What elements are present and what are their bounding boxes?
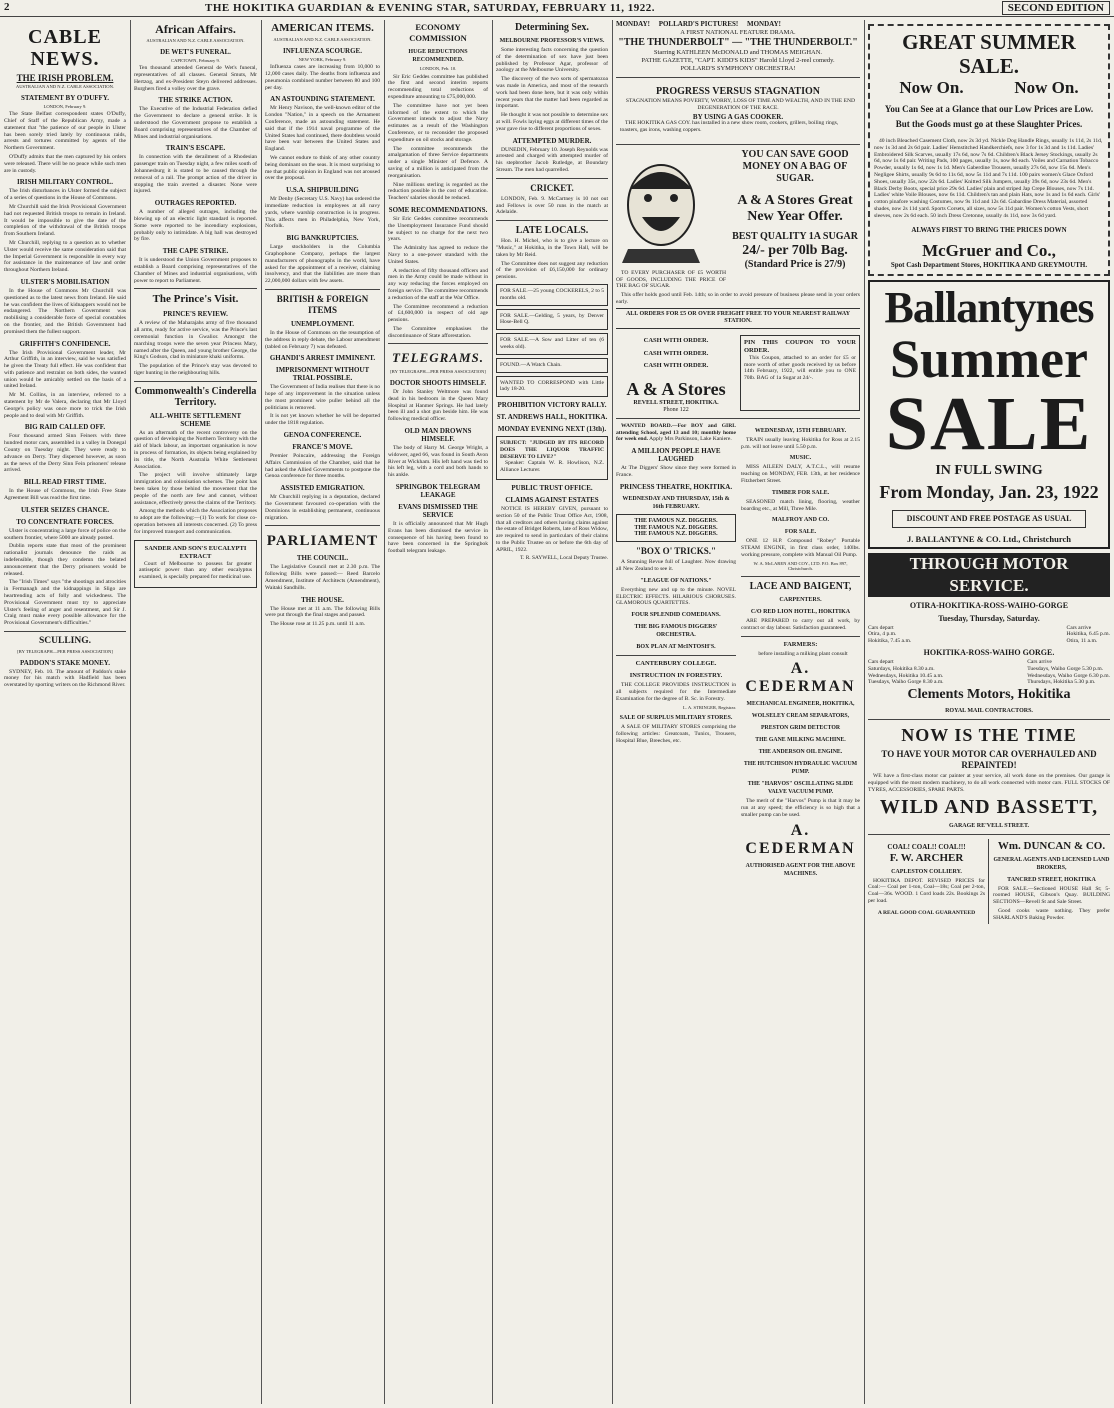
notice-heading: PROHIBITION VICTORY RALLY. bbox=[497, 401, 607, 410]
article-body: Ulster is concentrating a large force of police on the southern frontier, where 5000 are already posted. Dublin reports state that most of the prominent nationalist journals denounce the raids as indefensible, though they condemn the belated announcement that the Derry prisoners would be released. The "Irish Times" says "the shootings and atrocities in Fermanagh and the kidnappings in Sligo are heartrending acts of folly and wickedness. The Provisional Government must try to appreciate Ulster's feeling of anger and resentment, and Sir J. Craig must make every possible allowance for the Provisional Government's difficulties." bbox=[4, 527, 126, 627]
article-body: The House met at 11 a.m. The following Bills were put through the final stages and passed. The House rose at 11.25 p.m. until 11 a.m. bbox=[265, 605, 380, 628]
article-subheading: BIG RAID CALLED OFF. bbox=[24, 423, 106, 432]
article-subheading: DOCTOR SHOOTS HIMSELF. bbox=[389, 379, 487, 388]
dateline: NEW YORK, February 9. bbox=[298, 56, 347, 62]
article-body: It is understood the Union Government proposes to establish a Board comprising representatives of the Chamber of Mines and industrial organisations, with power to report to Parliament. bbox=[134, 257, 257, 284]
article-subheading: ULSTER'S MOBILISATION bbox=[20, 277, 110, 286]
section-heading: African Affairs. bbox=[155, 22, 236, 36]
dateline: LONDON, February 9. bbox=[43, 103, 87, 109]
column-cable-news bbox=[4, 20, 126, 1404]
notice-body: NOTICE IS HEREBY GIVEN, pursuant to section 50 of the Public Trust Office Act, 1908, that all creditors and others having claims against the estate of Bridget Roberts, late of Ross Widow, are required to send in particulars of their claims to the Public Trustee on or before the 6th day of APRIL, 1922. bbox=[496, 506, 608, 553]
section-heading: LATE LOCALS. bbox=[515, 225, 589, 237]
column-display-ads: GREAT SUMMER SALE. Now On. Now On. You Can See at a Glance that our Low Prices are Low. But the Goods must go at these Slaughter Prices. 40 inch Bleached Casement Cloth, now 2s 3d yd. Nickle Dog Handle Rings, usually 1s 11d, 2s 11d, now 1s 3d and 2s 6d pair. Ladies' Hemstitched Handkerchiefs, now 3 for 1s 3d and 1s 11d. Ladies' Embroidered Silk Scarves, usually 17s 6d, now 7s 6d. Children's Black Jersey Stockings, usually 2s 6d, now 1s 6d pair. Writing Pads, 100 pages, usually 1s, now 8d each. Voiles and Carnation Tobacco Powder, usually 1s 6d, now 1s 1d. Men's Gaberdine Trousers, usually 27s 6d, now 15s 6d. Men's Negligee Shirts, usually 9s 6d to 11s 6d, now 5s 11d and 7s 11d. 100 pairs women's Glace Oxford Shoes, usually 35s, now 22s 6d. Ladies' Knitted Silk Jumpers, usually 39s 6d, now 23s 6d. Men's Black Derby Boots, special price 29s 6d. Ladies' plain and striped Jap Crepe Blouses, now 7s 11d. Ladies' white Voile Blouses, now 6s 11d. Children's tan and plain Hats, now 1s and 1s 6d each. Girls' cotton pinafore washing Costumes, now 9s 11d and 12s 6d. Gabardine Dress Material, assorted shades, now 2s 11d yard. Sports Corsets, all sizes, now 5s 11d pair. Women's cotton Vests, short sleeves, now 2s 6d each. 50 inch Dress Cretonne, usually 4s 11d, now 3s 6d yard. ALWAYS FIRST TO BRING THE PRICES DOWN McGruer and Co., Spot Cash Department Stores, HOKITIKA AND GREYMOUTH. Ballantynes Summer SALE IN FULL SWING From Monday, Jan. 23, 1922 DISCOUNT AND FREE POSTAGE AS USUAL J. BALLANTYNE & CO. Ltd., Christchurch THROUGH MOTOR SERVICE. OTIRA-HOKITIKA-ROSS-WAIHO-GORGE Tuesday, Thursday, Saturday. Cars depart Otira, 4 p.m. Hokitika, 7.45 a.m. Cars arrive Hokitika, 6.45 p.m. Otira, 11 a.m. HOKITIKA-ROSS-WAIHO GORGE. Cars depart Saturdays, Hokitika 8.30 a.m. Wednesdays, Hokitika 10.45 a.m. Tuesdays, Waiho Gorge 8.30 a.m. Cars arrive Tuesdays, Waiho Gorge 5.30 p.m. Wednesdays, Waiho Gorge 6.30 p.m. Thursdays, Hokitika 5.30 p.m. Clements Motors, Hokitika ROYAL MAIL CONTRACTORS. NOW IS THE TIME TO HAVE YOUR MOTOR CAR OVERHAULED AND REPAINTED! WE have a first-class motor car painter at your service, all work done on the premises. Our garage is equipped with the most modern machinery, to do all work connected with motor cars. FULL STOCKS OF TYRES, ACCESSORIES, SPARE PARTS. WILD AND BASSETT, GARAGE RE'VELL STREET. COAL! COAL!! COAL!!! F. W. ARCHER CAPLESTON COLLIERY. HOKITIKA DEPOT. REVISED PRICES for Coal:— Coal per 1-ton, Coal—18s; Coal per 2-ton, Coal—36s. WOOD. 1 Cord loads 22s. Bookings 2s per load. A REAL GOOD COAL GUARANTEED Wm. DUNCAN & CO. GENERAL AGENTS AND LICENSED LAND BROKERS, TANCRED STREET, HOKITIKA FOR SALE.—Sectioned HOUSE Hall St; 5-roomed HOUSE, Gibson's Quay. BUILDING SECTIONS—Revell St and Sale Street. Good cooks waste nothing. They prefer SHARLAND'S Baking Powder. bbox=[868, 20, 1110, 1404]
notice-subject: SUBJECT: "JUDGED BY ITS RECORD DOES THE LIQUOR TRAFFIC DESERVE TO LIVE?" Speaker: Captain W. R. Howlison, N.Z. Alliance Lecturer. bbox=[496, 436, 608, 480]
article-body: The Executive of the Industrial Federation defied the Government to declare a general strike. It is understood the Government propose to establish a Board comprising representatives of the Chamber of Mines and industrial organisations. bbox=[134, 106, 257, 140]
wire-credit: AUSTRALIAN AND N.Z. CABLE ASSOCIATION. bbox=[146, 38, 245, 43]
column-rule bbox=[130, 20, 131, 1404]
great-summer-sale-ad: GREAT SUMMER SALE. Now On. Now On. You Can See at a Glance that our Low Prices are Low. But the Goods must go at these Slaughter Prices. 40 inch Bleached Casement Cloth, now 2s 3d yd. Nickle Dog Handle Rings, usually 1s 11d, 2s 11d, now 1s 3d and 2s 6d pair. Ladies' Hemstitched Handkerchiefs, now 3 for 1s 3d and 1s 11d. Ladies' Embroidered Silk Scarves, usually 17s 6d, now 7s 6d. Children's Black Jersey Stockings, usually 2s 6d, now 1s 6d pair. Writing Pads, 100 pages, usually 1s, now 8d each. Voiles and Carnation Tobacco Powder, usually 1s 6d, now 1s 1d. Men's Gaberdine Trousers, usually 27s 6d, now 15s 6d. Men's Negligee Shirts, usually 9s 6d to 11s 6d, now 5s 11d and 7s 11d. 100 pairs women's Glace Oxford Shoes, usually 35s, now 22s 6d. Ladies' Knitted Silk Jumpers, usually 39s 6d, now 23s 6d. Men's Black Derby Boots, special price 29s 6d. Ladies' plain and striped Jap Crepe Blouses, now 7s 11d. Ladies' white Voile Blouses, now 6s 11d. Children's tan and plain Hats, now 1s and 1s 6d each. Girls' cotton pinafore washing Costumes, now 9s 11d and 12s 6d. Gabardine Dress Material, assorted shades, now 2s 11d yard. Sports Corsets, all sizes, now 5s 11d pair. Women's cotton Vests, short sleeves, now 2s 6d each. 50 inch Dress Cretonne, usually 4s 11d, now 3s 6d yard. ALWAYS FIRST TO BRING THE PRICES DOWN McGruer and Co., Spot Cash Department Stores, HOKITIKA AND GREYMOUTH. bbox=[868, 24, 1110, 276]
article-subheading: DE WET'S FUNERAL. bbox=[160, 47, 231, 56]
column-determining-sex bbox=[496, 20, 608, 1404]
article-subheading: ASSISTED EMIGRATION. bbox=[280, 484, 365, 493]
page-number: 2 bbox=[4, 1, 10, 13]
article-body: SYDNEY, Feb. 10. The amount of Paddon's stake money for his match with Hadfield has been overstated by sporting writers on the Richmond River. bbox=[4, 668, 126, 689]
article-body: Mr Denby (Secretary U.S. Navy) has ordered the immediate reduction in employees at all navy yards, where warship construction is in progress. This affects men in Philadelphia, New York, Norfolk. bbox=[265, 196, 380, 230]
article-subheading: THE STRIKE ACTION. bbox=[158, 96, 233, 105]
left-ads: WANTED BOARD.—For BOY and GIRL attending School, aged 13 and 10; monthly home for week end. Apply Mrs Parkinson, Lake Kaniere. A MILLION PEOPLE HAVE LAUGHED At The Diggers' Show since they were formed in France. PRINCESS THEATRE, HOKITIKA. WEDNESDAY AND THURSDAY, 15th & 16th FEBRUARY. THE FAMOUS N.Z. DIGGERS. THE FAMOUS N.Z. DIGGERS. THE FAMOUS N.Z. DIGGERS. "BOX O' TRICKS." A Stunning Revue full of Laughter. Now drawing all New Zealand to see it. "LEAGUE OF NATIONS." Everything new and up to the minute. NOVEL ELECTRIC EFFECTS. HILARIOUS CHORUSES. GLAMOROUS QUARTETTES. FOUR SPLENDID COMEDIANS. THE BIG FAMOUS DIGGERS' ORCHESTRA. BOX PLAN AT McINTOSH'S. CANTERBURY COLLEGE. INSTRUCTION IN FORESTRY. THE COLLEGE PROVIDES INSTRUCTION in all subjects required for the Intermediate Examination for the degree of B. Sc. in Forestry. L. A. STRINGER, Registrar. SALE OF SURPLUS MILITARY STORES. A SALE OF MILITARY STORES comprising the following articles: Greatcoats, Tunics, Trousers, Hospital Blue, Breeches, etc. bbox=[616, 422, 736, 744]
article-body: Mr Henry Navison, the well-known editor of the London "Nation," in a speech on the Armament Conference, made an astounding statement. He said that if the 1914 naval programme of the United States had continued, there doubtless would have been war between the United States and England. We cannot endure to think of any other country being dominant on the seas. It is most surprising to me that public opinion in England was not aroused over the proposal. bbox=[265, 105, 380, 182]
article-body: A number of alleged outrages, including the blowing up of an electric light standard is reported. Some were reported to be incendiary explosions, probably only to intimidate. A big hall was destroyed by fire. bbox=[134, 209, 257, 243]
article-subheading: STATEMENT BY O'DUFFY. bbox=[21, 93, 109, 102]
article-subheading: THE HOUSE. bbox=[301, 595, 344, 604]
sugar-ad: TO EVERY PURCHASER OF £5 WORTH OF GOODS, INCLUDING THE PRICE OF THE BAG OF SUGAR. YOU CAN SAVE GOOD MONEY ON A BAG OF SUGAR. A & A Stores Great New Year Offer. BEST QUALITY 1A SUGAR 24/- per 70lb Bag. (Standard Price is 27/9) bbox=[616, 148, 858, 290]
article-body: Mr Churchill replying in a deputation, declared the Government favoured co-operation with the Dominions in establishing permanent, continuous migration. bbox=[265, 494, 380, 521]
wild-bassett-name: WILD AND BASSETT, bbox=[879, 795, 1099, 818]
wire-credit: [BY TELEGRAPH—PER PRESS ASSOCIATION] bbox=[17, 649, 113, 654]
article-body: Premier Poincaire, addressing the Foreign Affairs Commission of the Chamber, said that he had asked the Allied Governments to postpone the Genoa conference for three months. bbox=[265, 453, 380, 480]
column-rule bbox=[864, 20, 865, 1404]
notice-heading: CLAIMS AGAINST ESTATES bbox=[505, 496, 599, 505]
dateline: LONDON, Feb. 10. bbox=[419, 66, 457, 71]
article-subheading: BIG BANKRUPTCIES. bbox=[286, 234, 359, 243]
article-body: Some interesting facts concerning the question of the determination of sex have just been published by Professor Agar, professor of zoology at the Melbourne University. The discovery of the two sorts of spermatozoa was made in America, and most of the research work had been done here, but it was only within recent years that the matter had been regarded as important. He thought it was not possible to determine sex at will. Fowls laying eggs at different times of the year gave rise to different proportions of sexes. bbox=[496, 47, 608, 132]
clements-motors-name: Clements Motors, Hokitika bbox=[907, 687, 1071, 703]
mcgruer-name: McGruer and Co., bbox=[922, 240, 1056, 260]
article-subheading: OLD MAN DROWNS HIMSELF. bbox=[404, 427, 472, 444]
section-heading: SCULLING. bbox=[39, 636, 91, 646]
article-body: A review of the Maharajahs army of five thousand all arms, ready for active service, was the Prince's last ceremonial function in Gwalior. Amongst the marching troops were the seven year Princess Mary, named after the Queen, and young brother George, the King's Godson, clad in miniature khaki uniforms. The population of the Prince's stay was devoted to tiger hunting in the neighbouring hills. bbox=[134, 320, 257, 376]
section-heading: BRITISH & FOREIGN ITEMS bbox=[276, 293, 369, 315]
wire-credit: AUSTRALIAN AND N.Z. CABLE ASSOCIATION. bbox=[15, 84, 115, 89]
article-body: The Government of India realises that there is no hope of any improvement in the situation unless the most prominent wire puller behind all the politicians is removed. It is not yet known whether he will be deported under the 1818 regulation. bbox=[265, 384, 380, 427]
classified-ad: WANTED TO CORRESPOND with Little lady 18-20. bbox=[496, 376, 608, 398]
eucalypti-advert: SANDER AND SON'S EUCALYPTI EXTRACT Court of Melbourne to possess far greater antiseptic power than any other eucalyptus examined, is specially prepared for medicinal use. bbox=[134, 540, 257, 588]
article-subheading: BILL READ FIRST TIME. bbox=[23, 478, 107, 487]
article-body: Hon. H. Michel, who is to give a lecture on "Music," at Hokitika, in the Town Hall, will be taken by Mr Reid. The Committee does not suggest any reduction of the provision of £6,150,000 for ordinary pensions. bbox=[496, 238, 608, 281]
article-body: In the House of Commons Mr Churchill was questioned as to the latest news from Ireland. He said he was confident the lives of kidnappers would not be endangered. The Northern Government was mobilising a considerable force of special constables on the frontier, and the British Government had promised them the fullest support. bbox=[4, 287, 126, 335]
article-body: Sir Eric Geddes committee recommends the Unemployment Insurance Fund should be subject to no charge for the next two years. The Admiralty has agreed to reduce the Navy to a one-power standard with the United States. A reduction of fifty thousand officers and men in the Army could be made without in any way reducing the forces employed on foreign service. The committee recommends a reduction of the staff at the War Office. The Committee recommend a reduction of £4,600,000 in respect of old age pensions. The Committee emphasises the discontinuance of State afforestation. bbox=[388, 215, 488, 339]
article-body: Ten thousand attended General de Wet's funeral, representatives of all classes. General Smuts, Mr Hertzog, and ex-President Steyn delivered addresses. Burghers fired a volley over the grave. bbox=[134, 65, 257, 92]
article-body: Four thousand armed Sinn Feiners with three hundred motor cars, assembled in a valley in Donegal County on Tuesday night. They were ready to advance on Derry. They dispersed however, as soon as the news of the Derry Sinn Fein prisoners' release arrived. bbox=[4, 433, 126, 474]
article-subheading: TO CONCENTRATE FORCES. bbox=[16, 517, 114, 526]
article-body: DUNEDIN, February 10. Joseph Reynolds was arrested and charged with attempted murder of his stepbrother Jacob Rutledge, at Boundary Stream. The men had quarrelled. bbox=[496, 146, 608, 173]
article-subheading: PRINCE'S REVIEW. bbox=[163, 310, 228, 319]
article-subheading: GENOA CONFERENCE. bbox=[283, 431, 362, 440]
classified-ad: FOR SALE.—25 young COCKERELS, 2 to 5 months old. bbox=[496, 284, 608, 306]
article-subheading: GRIFFITH'S CONFIDENCE. bbox=[19, 339, 111, 348]
column-african-affairs bbox=[134, 20, 257, 1404]
article-body: LONDON, Feb. 9. McCartney is 10 not out and Fellows is over 50 runs in the match at Adelaide. bbox=[496, 195, 608, 216]
article-subheading: AN ASTOUNDING STATEMENT. bbox=[270, 95, 375, 104]
ballantynes-sale-ad: Ballantynes Summer SALE IN FULL SWING From Monday, Jan. 23, 1922 DISCOUNT AND FREE POSTAGE AS USUAL J. BALLANTYNE & CO. Ltd., Christchurch bbox=[868, 280, 1110, 549]
article-subheading: EVANS DISMISSED THE SERVICE bbox=[398, 503, 478, 520]
section-heading: Commonwealth's Cinderella Territory. bbox=[134, 385, 257, 408]
right-ads: WEDNESDAY, 15TH FEBRUARY. TRAIN usually leaving Hokitika for Ross at 2.15 p.m. will not leave until 5.50 p.m. MUSIC. MISS AILEEN DALY, A.T.C.L., will resume teaching on MONDAY, FEB. 13th, at her residence Fitzherbert Street. TIMBER FOR SALE. SEASONED match lining, flooring, weather boarding etc., at Mill, Three Mile. MALFROY AND CO. FOR SALE. ONE 12 H.P. Compound "Robey" Portable STEAM ENGINE, in first class order, 140lbs. working pressure, complete with Manual Oil Pump. W. A. McLAREN AND COY., LTD. P.O. Box 897, Christchurch. LACE AND BAIGENT, CARPENTERS. C/O RED LION HOTEL, HOKITIKA ARE PREPARED to carry out all work, by contract or day labour. Satisfaction guaranteed. FARMERS: before installing a milking plant consult A. CEDERMAN MECHANICAL ENGINEER, HOKITIKA, WOLSELEY CREAM SEPARATORS, PRESTON GRIM DETECTOR THE GANE MILKING MACHINE. THE ANDERSON OIL ENGINE. THE HUTCHISON HYDRAULIC VACUUM PUMP. THE "HARVOS" OSCILLATING SLIDE VALVE VACUUM PUMP. The merit of the "Harvos" Pump is that it may be run at any speed; the efficiency is so high that a smaller pump can be used. A. CEDERMAN AUTHORISED AGENT FOR THE ABOVE MACHINES. bbox=[741, 427, 860, 877]
coupon-box: PIN THIS COUPON TO YOUR ORDER. This Coupon, attached to an order for £5 or more worth of other goods received by us before 14th February, 1922, will entitle you to ONE 70lb. BAG of 1a Sugar at 24/-. bbox=[740, 335, 860, 411]
article-subheading: GHANDI'S ARREST IMMINENT. bbox=[269, 354, 376, 363]
notice-heading: MONDAY EVENING NEXT (13th). bbox=[497, 425, 607, 434]
section-heading: CRICKET. bbox=[530, 182, 574, 193]
dateline: CAPETOWN, February 9. bbox=[171, 57, 220, 63]
pollards-ad: A FIRST NATIONAL FEATURE DRAMA. "THE THUNDERBOLT" — "THE THUNDERBOLT." Starring KATHLEEN McDONALD and THOMAS MEIGHAN. PATHE GAZETTE, "CAPT. KIDD'S KIDS" Harold Lloyd 2-reel comedy. POLLARD'S SYMPHONY ORCHESTRA! bbox=[618, 29, 858, 72]
article-subheading: HUGE REDUCTIONS RECOMMENDED. bbox=[408, 49, 468, 63]
section-heading: CABLE NEWS. bbox=[28, 26, 102, 70]
article-body: Sir Eric Geddes committee has published the first and second interim reports recommending total reductions of expenditure amounting to £75,000,000. The committee have not yet been informed of the extent to which the Government intends to adjust the Navy estimates as a result of the Washington Conference, or to reconsider the proposed expenditure on oil stocks and storage. The committee recommends the amalgamation of three Service departments under a single Minister of Defence. A saving of a million is anticipated from the reorganisation. Nine millions sterling is regarded as the reduction possible in the cost of education. Teachers' salaries should be reduced. bbox=[388, 73, 488, 202]
notice-heading: PUBLIC TRUST OFFICE. bbox=[511, 484, 593, 493]
column-rule bbox=[261, 20, 262, 1404]
article-subheading: THE CAPE STRIKE. bbox=[162, 247, 229, 256]
article-subheading: ALL-WHITE SETTLEMENT SCHEME bbox=[149, 411, 242, 428]
edition-badge: SECOND EDITION bbox=[1002, 1, 1110, 15]
article-subheading: UNEMPLOYMENT. bbox=[290, 319, 355, 328]
article-body: In the House of Commons, the Irish Free State Agreement Bill was read the first time. bbox=[4, 488, 126, 502]
section-heading: The Prince's Visit. bbox=[152, 293, 239, 306]
article-subheading: INFLUENZA SCOURGE. bbox=[283, 46, 362, 55]
article-body: As an aftermath of the recent controversy on the question of developing the Northern Territory with the aid of black labour, an important organisation is now in process of formation, its objects being explained by its title, the North Australia White Settlement Association. The project will involve ultimately large immigration and colonisation schemes. The point has been taken by those behind the movement that the people of the north are few and cannot, without assistance, effectively press the claims of the Territory. Among the methods which the Association proposes to adopt are the following:—(1) To work for close co-operation between all interests concerned. (2) To press for improved transport and communication. bbox=[134, 429, 257, 535]
column-advertisements: MONDAY! POLLARD'S PICTURES! MONDAY! A FIRST NATIONAL FEATURE DRAMA. "THE THUNDERBOLT" — "THE THUNDERBOLT." Starring KATHLEEN McDONALD and THOMAS MEIGHAN. PATHE GAZETTE, "CAPT. KIDD'S KIDS" Harold Lloyd 2-reel comedy. POLLARD'S SYMPHONY ORCHESTRA! PROGRESS VERSUS STAGNATION STAGNATION MEANS POVERTY, WORRY, LOSS OF TIME AND WEALTH, AND IN THE END DEGENERATION OF THE RACE. BY USING A GAS COOKER. THE HOKITIKA GAS COY. has installed in a new show room, cookers, grillers, boiling rings, toasters, gas irons, washing coppers. TO EVERY PURCHASER OF £5 WORTH OF GOODS, INCLUDING THE PRICE OF THE BAG OF SUGAR. YOU CAN SAVE GOOD MONEY ON A BAG OF SUGAR. A & A Stores Great New Year Offer. BEST QUALITY 1A SUGAR 24/- per 70lb Bag. (Standard Price is 27/9) This offer holds good until Feb. 14th; so in order to avoid pressure of business please send in your orders early. ALL ORDERS FOR £5 OR OVER FREIGHT FREE TO YOUR NEAREST RAILWAY STATION. CASH WITH ORDER. CASH WITH ORDER. CASH WITH ORDER. A & A Stores REVELL STREET, HOKITIKA. Phone 122 PIN THIS COUPON TO YOUR ORDER. This Coupon, attached to an order for £5 or more worth of other goods received by us before 14th February, 1922, will entitle you to ONE 70lb. BAG of 1a Sugar at 24/-. WANTED BOARD.—For BOY and GIRL attending School, aged 13 and 10; monthly home for week end. Apply Mrs Parkinson, Lake Kaniere. A MILLION PEOPLE HAVE LAUGHED At The Diggers' Show since they were formed in France. PRINCESS THEATRE, HOKITIKA. WEDNESDAY AND THURSDAY, 15th & 16th FEBRUARY. THE FAMOUS N.Z. DIGGERS. THE FAMOUS N.Z. DIGGERS. THE FAMOUS N.Z. DIGGERS. "BOX O' TRICKS." A Stunning Revue full of Laughter. Now drawing all New Zealand to see it. "LEAGUE OF NATIONS." Everything new and up to the minute. NOVEL ELECTRIC EFFECTS. HILARIOUS CHORUSES. GLAMOROUS QUARTETTES. FOUR SPLENDID COMEDIANS. THE BIG FAMOUS DIGGERS' ORCHESTRA. BOX PLAN AT McINTOSH'S. CANTERBURY COLLEGE. INSTRUCTION IN FORESTRY. THE COLLEGE PROVIDES INSTRUCTION in all subjects required for the Intermediate Examination for the degree of B. Sc. in Forestry. L. A. STRINGER, Registrar. SALE OF SURPLUS MILITARY STORES. A SALE OF MILITARY STORES comprising the following articles: Greatcoats, Tunics, Trousers, Hospital Blue, Breeches, etc. WEDNESDAY, 15TH FEBRUARY. TRAIN usually leaving Hokitika for Ross at 2.15 p.m. will not leave until 5.50 p.m. MUSIC. MISS AILEEN DALY, A.T.C.L., will resume teaching on MONDAY, FEB. 13th, at her residence Fitzherbert Street. TIMBER FOR SALE. SEASONED match lining, flooring, weather boarding etc., at Mill, Three Mile. MALFROY AND CO. FOR SALE. ONE 12 H.P. Compound "Robey" Portable STEAM ENGINE, in first class order, 140lbs. working pressure, complete with Manual Oil Pump. W. A. McLAREN AND COY., LTD. P.O. Box 897, Christchurch. LACE AND BAIGENT, CARPENTERS. C/O RED LION HOTEL, HOKITIKA ARE PREPARED to carry out all work, by contract or day labour. Satisfaction guaranteed. FARMERS: before installing a milking plant consult A. CEDERMAN MECHANICAL ENGINEER, HOKITIKA, WOLSELEY CREAM SEPARATORS, PRESTON GRIM DETECTOR THE GANE MILKING MACHINE. THE ANDERSON OIL ENGINE. THE HUTCHISON HYDRAULIC VACUUM PUMP. THE "HARVOS" OSCILLATING SLIDE VALVE VACUUM PUMP. The merit of the "Harvos" Pump is that it may be run at any speed; the efficiency is so high that a smaller pump can be used. A. CEDERMAN AUTHORISED AGENT FOR THE ABOVE MACHINES. bbox=[616, 20, 860, 1404]
aa-stores-coupon: CASH WITH ORDER. CASH WITH ORDER. CASH WITH ORDER. A & A Stores REVELL STREET, HOKITIKA. Phone 122 PIN THIS COUPON TO YOUR ORDER. This Coupon, attached to an order for £5 or more worth of other goods received by us before 14th February, 1922, will entitle you to ONE 70lb. BAG of 1a Sugar at 24/-. bbox=[616, 332, 860, 414]
section-heading: TELEGRAMS. bbox=[392, 350, 484, 366]
article-body: The Irish Provisional Government leader, Mr Arthur Griffith, in an interview, said he was satisfied he given the Treaty full effect. He was confident that with patience and restraint on both sides, the wanted union would be amicably settled on the basis of a united Ireland. Mr M. Collins, in an interview, referred to a statement by Mr de Valera, declaring that Mr Lloyd George's policy was once more to trick the Irish people and to deal with Mr Griffith. bbox=[4, 349, 126, 419]
newspaper-title: THE HOKITIKA GUARDIAN & EVENING STAR, SATURDAY, FEBRUARY 11, 1922. bbox=[205, 2, 655, 14]
section-heading: PARLIAMENT bbox=[266, 533, 379, 550]
article-body: Dr John Stanley Weltmore was found dead in his bedroom in the Queen Mary Hospital at Hanmer Springs. He had lately been ill and a shot gun beside him. He was following medical officer. bbox=[388, 389, 488, 423]
duncan-ad: Wm. DUNCAN & CO. GENERAL AGENTS AND LICENSED LAND BROKERS, TANCRED STREET, HOKITIKA FOR SALE.—Sectioned HOUSE Hall St; 5-roomed HOUSE, Gibson's Quay. BUILDING SECTIONS—Revell St and Sale Street. Good cooks waste nothing. They prefer SHARLAND'S Baking Powder. bbox=[993, 839, 1110, 921]
article-subheading: ATTEMPTED MURDER. bbox=[512, 136, 592, 145]
cederman-title: A. CEDERMAN bbox=[745, 821, 856, 857]
section-heading: AMERICAN ITEMS. bbox=[271, 22, 374, 34]
article-subheading: U.S.A. SHIPBUILDING bbox=[286, 186, 359, 195]
article-body: Large stockholders in the Columbia Graphophone Company, perhaps the largest manufacturers of phonographs in the world, have asked for the appointment of a receiver, claiming insolvency, and that the liabilities are more than 22,000,000 dollars with few assets. bbox=[265, 244, 380, 285]
article-body: The State Belfast correspondent states O'Duffy, Chief of Staff of the Republican Army, made a statement that "the patience of our people in Ulster has been sorely tried lately by continuous raids, arrests and tortures committed by agents of the Northern Government. O'Duffy admits that the men captured by his orders were released. There will be no peace while such men are in custody. bbox=[4, 111, 126, 174]
section-heading: Determining Sex. bbox=[515, 22, 589, 33]
pollards-banner: MONDAY! POLLARD'S PICTURES! MONDAY! bbox=[616, 20, 781, 28]
article-heading: THE IRISH PROBLEM. bbox=[16, 73, 114, 83]
article-subheading: SPRINGBOK TELEGRAM LEAKAGE bbox=[395, 483, 481, 500]
column-rule bbox=[492, 20, 493, 1404]
article-body: In connection with the derailment of a Rhodesian passenger train on Tuesday night, a few miles south of Johannesburg it is stated to be caused through the removal of a rail. The prompt action of the driver in stopping the train averted a disaster. None were injured. bbox=[134, 154, 257, 195]
article-body: It is officially announced that Mr Hugh Evans has been dismissed the service in consequence of his having been found to have been concerned in the Springbok football telegram leakage. bbox=[388, 521, 488, 555]
cederman-title: A. CEDERMAN bbox=[745, 660, 856, 696]
motor-service-heading: THROUGH MOTOR SERVICE. bbox=[868, 553, 1110, 597]
article-subheading: OUTRAGES REPORTED. bbox=[154, 199, 237, 208]
article-subheading: PADDON'S STAKE MONEY. bbox=[20, 658, 110, 667]
section-heading: ECONOMY COMMISSION bbox=[409, 22, 467, 43]
article-subheading: ULSTER SEIZES CHANCE. bbox=[20, 505, 110, 514]
article-subheading: THE COUNCIL. bbox=[296, 554, 349, 563]
column-rule bbox=[612, 20, 613, 1404]
wire-credit: AUSTRALIAN AND N.Z. CABLE ASSOCIATION. bbox=[273, 37, 372, 42]
article-body: Influenza cases are increasing from 10,000 to 12,000 cases daily. The deaths from influenza and pneumonia combined number between 80 and 100 per day. bbox=[265, 64, 380, 91]
article-subheading: TRAIN'S ESCAPE. bbox=[165, 144, 226, 153]
column-economy-commission: ECONOMY COMMISSION HUGE REDUCTIONS RECOMMENDED. LONDON, Feb. 10. Sir Eric Geddes committee has published the first and second interim reports recommending total reductions of expenditure amounting to £75,000,000. The committee have not yet been informed of the extent to which the Government intends to adjust the Navy estimates as a result of the Washington Conference, or to reconsider the proposed expenditure on oil stocks and storage. The committee recommends the amalgamation of three Service departments under a single Minister of Defence. A saving of a million is anticipated from the reorganisation. Nine millions sterling is regarded as the reduction possible in the cost of education. Teachers' salaries should be reduced. SOME RECOMMENDATIONS. Sir Eric Geddes committee recommends the Unemployment Insurance Fund should be subject to no charge for the next two years. The Admiralty has agreed to reduce the Navy to a one-power standard with the United States. A reduction of fifty thousand officers and men in the Army could be made without in any way reducing the forces employed on foreign service. The committee recommends a reduction of the staff at the War Office. The Committee recommend a reduction of £4,600,000 in respect of old age pensions. The Committee emphasises the discontinuance of State afforestation. TELEGRAMS. [BY TELEGRAPH—PER PRESS ASSOCIATION] DOCTOR SHOOTS HIMSELF. Dr John Stanley Weltmore was found dead in his bedroom in the Queen Mary Hospital at Hanmer Springs. He had lately been ill and a shot gun beside him. He was following medical officer. OLD MAN DROWNS HIMSELF. The body of Harry M. George Wright, a widower, aged 66, was found in South Avon River at Wickham. His left hand was tied to his left leg, with a cord and both hands to his ankle. SPRINGBOK TELEGRAM LEAKAGE EVANS DISMISSED THE SERVICE It is officially announced that Mr Hugh Evans has been dismissed the service in consequence of his having been found to have been concerned in the Springbok football telegram leakage. bbox=[388, 22, 488, 555]
classified-ad: FOR SALE.—A Sow and Litter of ten (6 weeks old). bbox=[496, 333, 608, 355]
column-rule bbox=[384, 20, 385, 1404]
masthead bbox=[0, 0, 1114, 17]
classified-ad: FOUND.—A Watch Chain. bbox=[496, 358, 608, 373]
article-body: In the House of Commons on the resumption of the address in reply debate, the Labour amendment (tabled on February 7) was defeated. bbox=[265, 329, 380, 350]
laughing-man-illustration bbox=[616, 153, 706, 263]
coal-ad: COAL! COAL!! COAL!!! F. W. ARCHER CAPLESTON COLLIERY. HOKITIKA DEPOT. REVISED PRICES for Coal:— Coal per 1-ton, Coal—18s; Coal per 2-ton, Coal—36s. WOOD. 1 Cord loads 22s. Bookings 2s per load. A REAL GOOD COAL GUARANTEED bbox=[868, 839, 989, 924]
article-subheading: SOME RECOMMENDATIONS. bbox=[388, 205, 488, 214]
article-body: The body of Harry M. George Wright, a widower, aged 66, was found in South Avon River at Wickham. His left hand was tied to his left leg, with a cord and both hands to his ankle. bbox=[388, 445, 488, 479]
article-subheading: IMPRISONMENT WITHOUT TRIAL POSSIBLE. bbox=[275, 366, 370, 383]
article-subheading: FRANCE'S MOVE. bbox=[292, 443, 353, 452]
gas-cooker-ad: PROGRESS VERSUS STAGNATION STAGNATION MEANS POVERTY, WORRY, LOSS OF TIME AND WEALTH, AND IN THE END DEGENERATION OF THE RACE. BY USING A GAS COOKER. THE HOKITIKA GAS COY. has installed in a new show room, cookers, grillers, boiling rings, toasters, gas irons, washing coppers. bbox=[620, 86, 856, 134]
article-subheading: MELBOURNE PROFESSOR'S VIEWS. bbox=[499, 38, 605, 44]
article-body: The Legislative Council met at 2.30 p.m. The following Bills were passed:— Reed Barcelo Amendment, Institute of Architects (Amendment), Waitaki Sandhills. bbox=[265, 564, 380, 591]
article-body: The Irish disturbances in Ulster formed the subject of a series of questions in the House of Commons. Mr Churchill said the Irish Provisional Government had not requested British troops to remain in Ireland. It would be impossible to give the date of the completion of the withdrawal of the British troops from Southern Ireland. Mr Churchill, replying to a question as to whether Ulster would receive the same consideration said that the Imperial Government is responsible in every way for assistance in the maintenance of law and order throughout Northern Ireland. bbox=[4, 188, 126, 274]
column-american-items bbox=[265, 20, 380, 1404]
article-subheading: IRISH MILITARY CONTROL. bbox=[16, 178, 114, 187]
notice-heading: ST. ANDREWS HALL, HOKITIKA. bbox=[496, 413, 608, 422]
classified-ad: FOR SALE.—Gelding, 5 years, by Denver Hose-Bell Q. bbox=[496, 309, 608, 331]
trustee-signature: T. R. SAYWELL, Local Deputy Trustee. bbox=[520, 554, 608, 561]
